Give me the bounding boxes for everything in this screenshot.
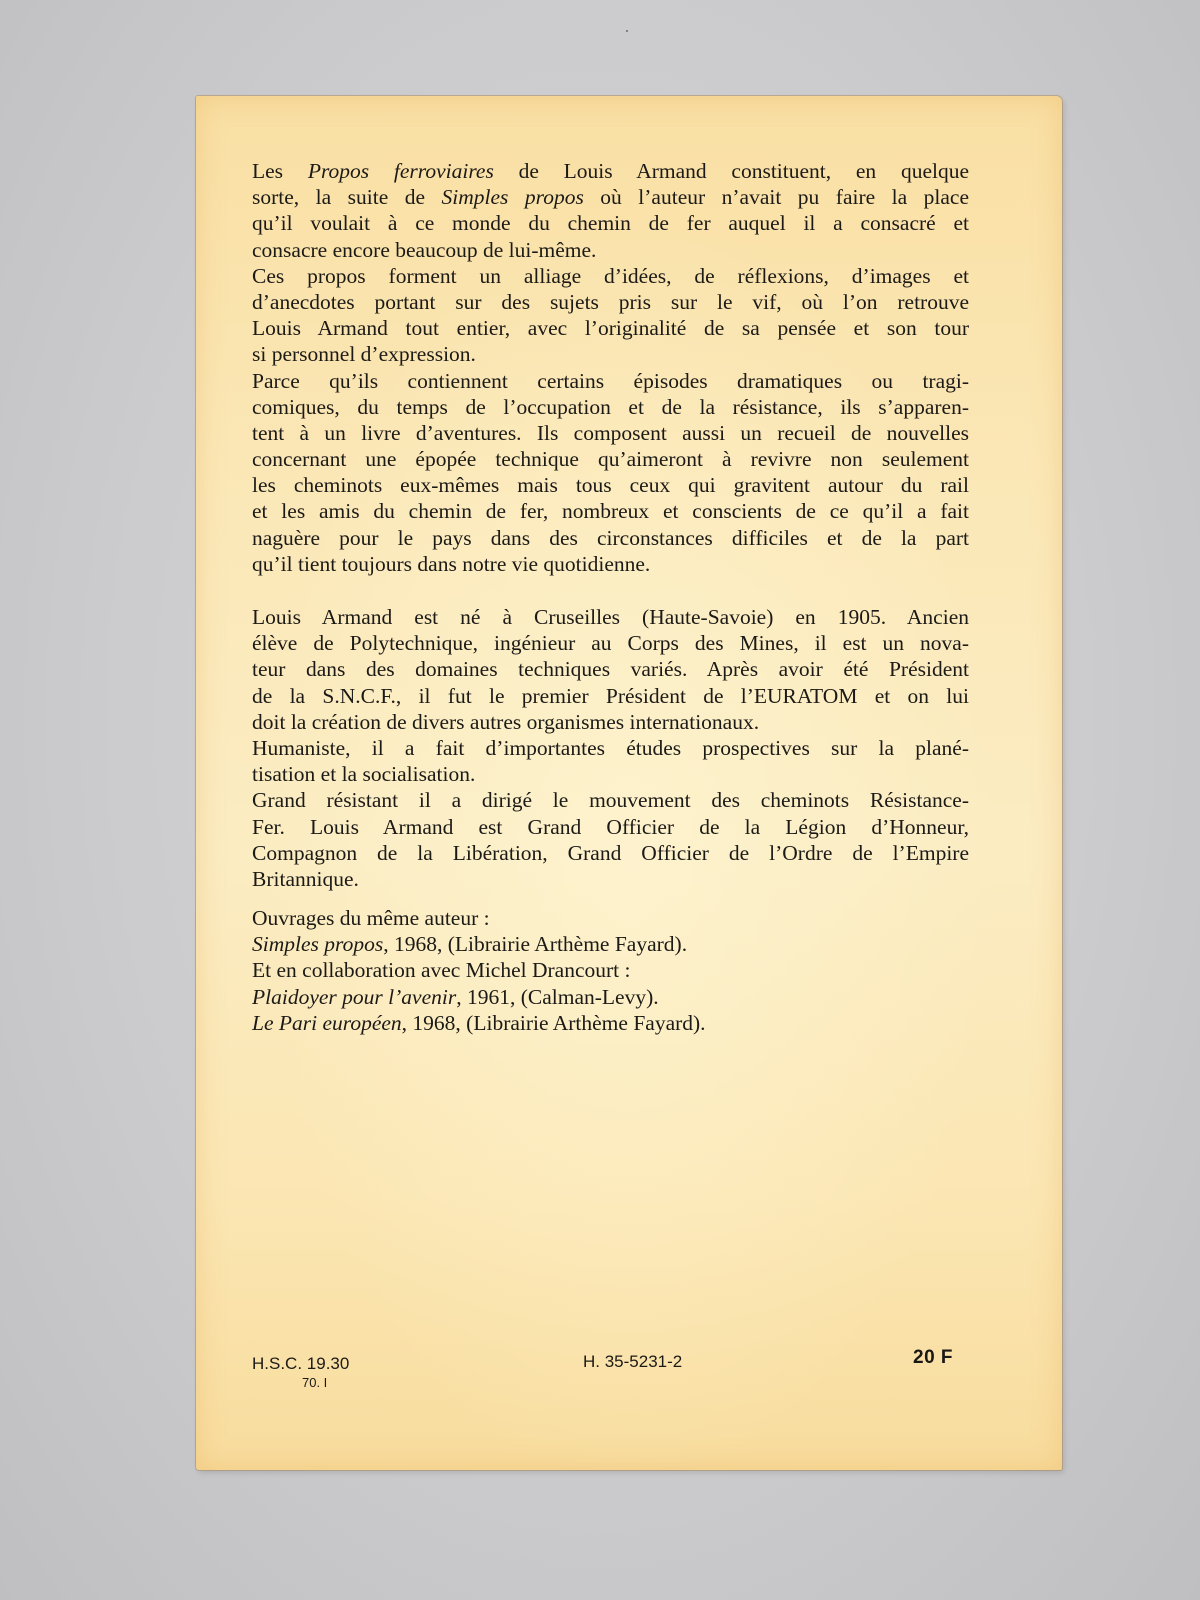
dust-speck [626,30,628,32]
paragraph-spacer [252,892,969,905]
paragraph-aventures [252,368,969,578]
text-line: naguère pour le pays dans des circonstances difficiles et de la part [252,525,969,550]
text-line: sorte, la suite de Simples propos où l’auteur n’avait pu faire la place [252,185,969,210]
paragraph-resistant [252,787,969,892]
paragraph-biography [252,604,969,735]
works-collaboration-note: Et en collaboration avec Michel Drancourt : [252,958,631,983]
book-back-cover [196,96,1062,1470]
text-line: consacre encore beaucoup de lui-même. [252,237,597,262]
book-title-italic: Simples propos [441,185,584,210]
text-line: qu’il tient toujours dans notre vie quotidienne. [252,551,651,576]
text-line: Louis Armand tout entier, avec l’originalité de sa pensée et son tour [252,316,969,341]
text-line: Parce qu’ils contiennent certains épisodes dramatiques ou tragi- [252,368,969,393]
text-line: si personnel d’expression. [252,342,476,367]
works-item: Plaidoyer pour l’avenir, 1961, (Calman-Levy). [252,984,659,1009]
text-line: élève de Polytechnique, ingénieur au Corps des Mines, il est un nova- [252,631,969,656]
catalog-number: H. 35-5231-2 [583,1352,683,1371]
text-line: de la S.N.C.F., il fut le premier Président de l’EURATOM et on lui [252,683,969,708]
text-line: comiques, du temps de l’occupation et de la résistance, ils s’apparen- [252,394,969,419]
classification-code-main: H.S.C. 19.30 [252,1354,350,1373]
text-line: Fer. Louis Armand est Grand Officier de la Légion d’Honneur, [252,814,969,839]
price-label: 20 F [913,1347,954,1368]
text-line: Britannique. [252,866,359,891]
text-line: teur dans des domaines techniques variés. Après avoir été Président [252,657,969,682]
paragraph-humaniste [252,735,969,787]
text-line: les cheminots eux-mêmes mais tous ceux qui gravitent autour du rail [252,473,969,498]
text-line: concernant une épopée technique qu’aimeront à revivre non seulement [252,447,969,472]
text-line: Ces propos forment un alliage d’idées, de réflexions, d’images et [252,263,969,288]
text-line: d’anecdotes portant sur des sujets pris sur le vif, où l’on retrouve [252,289,969,314]
text-line: qu’il voulait à ce monde du chemin de fer auquel il a consacré et [252,211,969,236]
works-heading: Ouvrages du même auteur : [252,906,490,931]
work-title: Le Pari européen [252,1010,402,1035]
text-line: tisation et la socialisation. [252,762,476,787]
work-title: Simples propos [252,932,384,957]
paragraph-propos [252,263,969,368]
text-line: Les Propos ferroviaires de Louis Armand constituent, en quelque [252,159,970,183]
paragraph-intro [252,158,969,263]
text-line: doit la création de divers autres organismes internationaux. [252,709,760,734]
text-line: Louis Armand est né à Cruseilles (Haute-Savoie) en 1905. Ancien [252,605,969,629]
text-line: et les amis du chemin de fer, nombreux et conscients de ce qu’il a fait [252,499,969,524]
classification-code-sub: 70. I [302,1375,328,1390]
text-line: Compagnon de la Libération, Grand Officier de l’Ordre de l’Empire [252,840,969,865]
text-line: Humaniste, il a fait d’importantes études prospectives sur la plané- [252,735,969,760]
works-item: Le Pari européen, 1968, (Librairie Arthème Fayard). [252,1010,706,1035]
classification-code [252,1354,349,1392]
works-list [252,905,969,1036]
book-title-italic: Propos ferroviaires [307,159,494,183]
text-line: tent à un livre d’aventures. Ils composent aussi un recueil de nouvelles [252,420,969,445]
text-line: Grand résistant il a dirigé le mouvement des cheminots Résistance- [252,788,969,813]
paragraph-spacer [252,577,969,604]
work-title: Plaidoyer pour l’avenir [252,984,457,1009]
blurb-text [252,158,969,1036]
works-item: Simples propos, 1968, (Librairie Arthème Fayard). [252,932,688,957]
